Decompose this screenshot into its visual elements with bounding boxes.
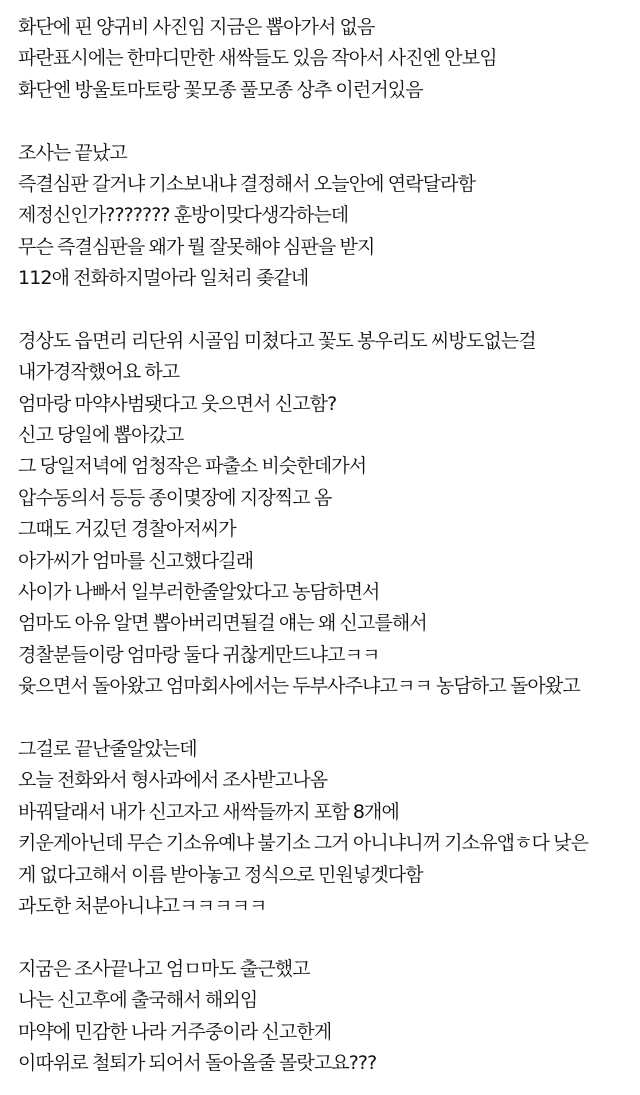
text-line: 화단에 핀 양귀비 사진임 지금은 뽑아가서 없음 <box>18 16 375 38</box>
text-line: 압수동의서 등등 종이몇장에 지장찍고 옴 <box>18 486 332 509</box>
paragraph-gap <box>18 922 632 953</box>
text-line: 화단엔 방울토마토랑 꽃모종 풀모종 상추 이런거있음 <box>18 78 423 101</box>
text-line: 제정신인가??????? 훈방이맞다생각하는데 <box>18 204 349 227</box>
post-paragraph <box>18 326 632 703</box>
text-line: 마약에 민감한 나라 거주중이라 신고한게 <box>18 1020 332 1043</box>
text-line: 무슨 즉결심판을 왜가 뭘 잘못해야 심판을 받지 <box>18 235 375 258</box>
post-paragraph <box>18 734 632 922</box>
text-line: 사이가 나빠서 일부러한줄알았다고 농담하면서 <box>18 581 380 604</box>
text-line: 경찰분들이랑 엄마랑 둘다 귀찮게만드냐고ㅋㅋ <box>18 643 380 666</box>
text-line: 오늘 전화와서 형사과에서 조사받고나옴 <box>18 769 328 792</box>
text-line: 경상도 읍면리 리단위 시골임 미쳤다고 꽃도 봉우리도 씨방도없는걸 <box>18 329 536 352</box>
text-line: 나는 신고후에 출국해서 해외임 <box>18 989 258 1012</box>
text-line: 과도한 처분아니냐고ㅋㅋㅋㅋㅋ <box>18 894 267 917</box>
text-line: 그걸로 끝난줄알았는데 <box>18 737 197 760</box>
text-line: 파란표시에는 한마디만한 새싹들도 있음 작아서 사진엔 안보임 <box>18 47 497 70</box>
post-paragraph <box>18 954 632 1080</box>
text-line: 바꿔달래서 내가 신고자고 새싹들까지 포함 8개에 <box>18 800 399 823</box>
text-line: 키운게아닌데 무슨 기소유예냐 불기소 그거 아니냐니꺼 기소유앱ㅎ다 낮은 <box>18 832 589 855</box>
post-paragraph <box>18 138 632 295</box>
text-line: 즉결심판 갈거냐 기소보내냐 결정해서 오늘안에 연락달라함 <box>18 172 476 195</box>
paragraph-gap <box>18 703 632 734</box>
text-line: 아가씨가 엄마를 신고했다길래 <box>18 549 254 572</box>
text-line: 이따위로 철퇴가 되어서 돌아올줄 몰랏고요??? <box>18 1051 377 1074</box>
text-line: 내가경작했어요 하고 <box>18 361 180 384</box>
text-line: 112애 전화하지멀아라 일처리 좆같네 <box>18 267 309 290</box>
text-line: 게 없다고해서 이름 받아놓고 정식으로 민원넣겟다함 <box>18 863 423 886</box>
text-line: 엄마랑 마약사범됏다고 웃으면서 신고함? <box>18 392 337 415</box>
text-line: 지굼은 조사끝나고 엄ㅁ마도 출근했고 <box>18 957 310 980</box>
paragraph-gap <box>18 106 632 137</box>
text-line: 조사는 끝났고 <box>18 141 127 164</box>
text-line: 엄마도 아유 알면 뽑아버리면될걸 얘는 왜 신고를해서 <box>18 612 427 635</box>
text-line: 그 당일저녁에 엄청작은 파출소 비슷한데가서 <box>18 455 367 478</box>
text-line: 그때도 거깄던 경찰아저씨가 <box>18 518 236 541</box>
post-paragraph <box>18 0 632 106</box>
paragraph-gap <box>18 295 632 326</box>
text-line: 윳으면서 돌아왔고 엄마회사에서는 두부사주냐고ㅋㅋ 농담하고 돌아왔고 <box>18 675 580 698</box>
text-line: 신고 당일에 뽑아갔고 <box>18 424 184 447</box>
